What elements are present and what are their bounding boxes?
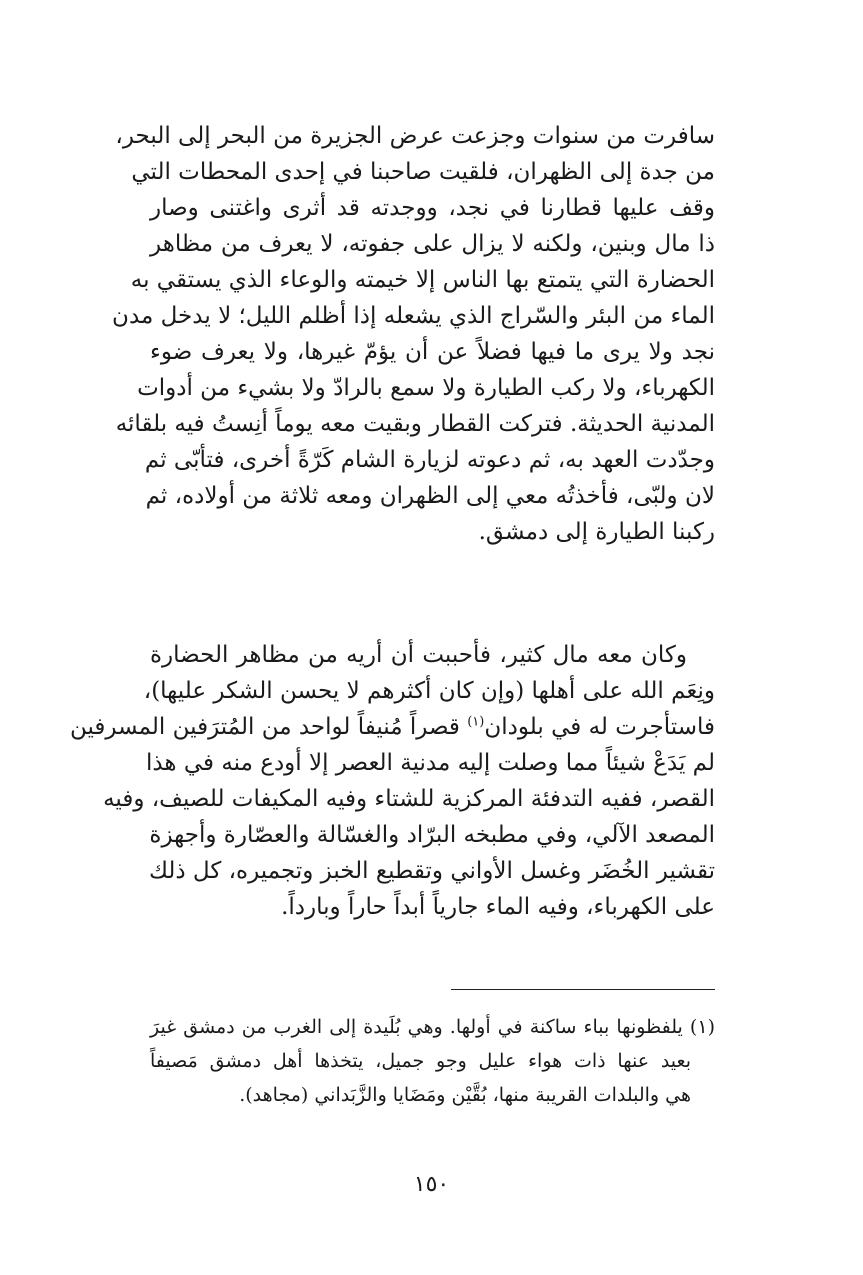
text-line: القصر، ففيه التدفئة المركزية للشتاء وفيه المكيفات للصيف، وفيه: [103, 786, 715, 812]
text-segment: فاستأجرت له في بلودان: [484, 714, 715, 740]
text-segment: قصراً مُنيفاً لواحد من المُترَفين المسرفين: [69, 714, 460, 740]
text-line: نجد ولا يرى ما فيها فضلاً عن أن يؤمّ غيرها، ولا يعرف ضوء: [150, 339, 715, 365]
text-line: على الكهرباء، وفيه الماء جارياً أبداً حاراً وبارداً.: [281, 894, 715, 920]
text-line: لان ولبّى، فأخذتُه معي إلى الظهران ومعه ثلاثة من أولاده، ثم: [145, 483, 715, 509]
text-line: تقشير الخُضَر وغسل الأواني وتقطيع الخبز وتجميره، كل ذلك: [148, 858, 715, 884]
paragraph-2: [69, 637, 715, 925]
footnote-reference: (١): [467, 714, 485, 730]
text-line: الكهرباء، ولا ركب الطيارة ولا سمع بالرادّ ولا بشيء من أدوات: [137, 375, 715, 401]
text-line: الحضارة التي يتمتع بها الناس إلا خيمته والوعاء الذي يستقي به: [130, 267, 715, 293]
text-line: ذا مال وبنين، ولكنه لا يزال على جفوته، لا يعرف من مظاهر: [150, 231, 715, 257]
footnote-divider: [451, 989, 715, 990]
text-line: من جدة إلى الظهران، فلقيت صاحبنا في إحدى المحطات التي: [131, 159, 715, 185]
footnote-line: (١) يلفظونها بباء ساكنة في أولها. وهي بُلَيدة إلى الغرب من دمشق غيرَ: [150, 1016, 715, 1038]
text-line: لم يَدَعْ شيئاً مما وصلت إليه مدنية العصر إلا أودع منه في هذا: [145, 750, 715, 776]
text-line: [69, 709, 715, 745]
text-line: وكان معه مال كثير، فأحببت أن أريه من مظاهر الحضارة: [150, 642, 687, 668]
text-line: سافرت من سنوات وجزعت عرض الجزيرة من البحر إلى البحر،: [115, 123, 715, 149]
paragraph-1: [112, 118, 715, 550]
text-line: الماء من البئر والسّراج الذي يشعله إذا أظلم الليل؛ لا يدخل مدن: [112, 303, 715, 329]
text-line: المدنية الحديثة. فتركت القطار وبقيت معه يوماً أنِستُ فيه بلقائه: [115, 411, 715, 437]
text-line: ركبنا الطيارة إلى دمشق.: [478, 519, 715, 545]
text-line: ونِعَم الله على أهلها (وإن كان أكثرهم لا يحسن الشكر عليها)،: [143, 678, 715, 704]
text-line: وجدّدت العهد به، ثم دعوته لزيارة الشام كَرّةً أخرى، فتأبّى ثم: [144, 447, 715, 473]
footnote-line: هي والبلدات القريبة منها، بُقَّيْن ومَضَايا والزَّبَداني (مجاهد).: [239, 1084, 691, 1106]
page-number: ١٥٠: [413, 1172, 450, 1197]
text-line: المصعد الآلي، وفي مطبخه البرّاد والغسّالة والعصّارة وأجهزة: [149, 822, 715, 848]
text-line: وقف عليها قطارنا في نجد، ووجدته قد أثرى واغتنى وصار: [150, 195, 715, 221]
footnote-line: بعيد عنها ذات هواء عليل وجو جميل، يتخذها أهل دمشق مَصيفاً: [150, 1050, 691, 1072]
footnote-block: [150, 1010, 715, 1112]
